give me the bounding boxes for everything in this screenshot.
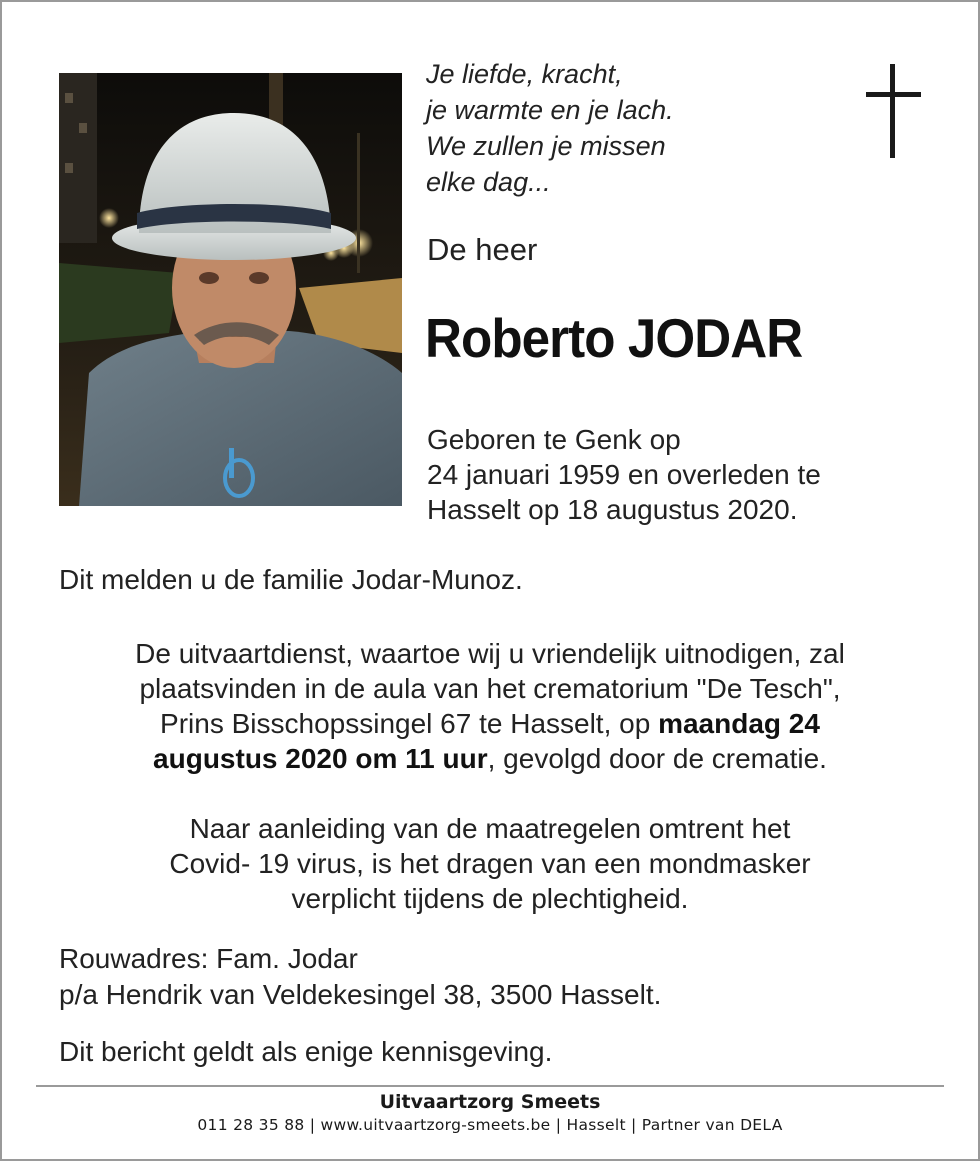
covid-notice — [40, 811, 940, 916]
poem-line: je warmte en je lach. — [426, 95, 674, 125]
portrait-photo — [59, 73, 402, 506]
ceremony-line: plaatsvinden in de aula van het crematorium "De Tesch", — [139, 673, 841, 704]
ceremony-text: Prins Bisschopssingel 67 te Hasselt, op — [160, 708, 659, 739]
birth-line: 24 januari 1959 en overleden te — [427, 459, 821, 490]
poem-line: elke dag... — [426, 167, 551, 197]
poem-line: Je liefde, kracht, — [426, 59, 623, 89]
birth-death-details — [427, 422, 821, 527]
ceremony-date: maandag 24 — [658, 708, 820, 739]
salutation: De heer — [427, 232, 538, 267]
ceremony-line — [40, 706, 940, 741]
covid-line: Covid- 19 virus, is het dragen van een mondmasker — [169, 848, 811, 879]
official-notice: Dit bericht geldt als enige kennisgeving. — [59, 1036, 553, 1067]
footer-divider — [36, 1085, 944, 1087]
family-announcement: Dit melden u de familie Jodar-Munoz. — [59, 564, 523, 595]
ceremony-line: De uitvaartdienst, waartoe wij u vriendelijk uitnodigen, zal — [135, 638, 845, 669]
birth-line: Hasselt op 18 augustus 2020. — [427, 494, 798, 525]
address-line: p/a Hendrik van Veldekesingel 38, 3500 Hasselt. — [59, 979, 662, 1010]
covid-line: verplicht tijdens de plechtigheid. — [291, 883, 689, 914]
poem — [426, 56, 674, 200]
funeral-home-contact: 011 28 35 88 | www.uitvaartzorg-smeets.be | Hasselt | Partner van DELA — [197, 1116, 783, 1134]
ceremony-time: augustus 2020 om 11 uur — [153, 743, 488, 774]
poem-line: We zullen je missen — [426, 131, 666, 161]
address-line: Rouwadres: Fam. Jodar — [59, 943, 358, 974]
ceremony-text: , gevolgd door de crematie. — [487, 743, 827, 774]
ceremony-line — [40, 741, 940, 776]
deceased-name: Roberto JODAR — [425, 307, 803, 369]
mourning-address — [59, 941, 661, 1013]
cross-icon — [866, 64, 921, 158]
birth-line: Geboren te Genk op — [427, 424, 681, 455]
ceremony-details — [40, 636, 940, 776]
funeral-home-name: Uitvaartzorg Smeets — [379, 1091, 601, 1113]
covid-line: Naar aanleiding van de maatregelen omtrent het — [189, 813, 791, 844]
portrait-illustration — [59, 73, 402, 506]
